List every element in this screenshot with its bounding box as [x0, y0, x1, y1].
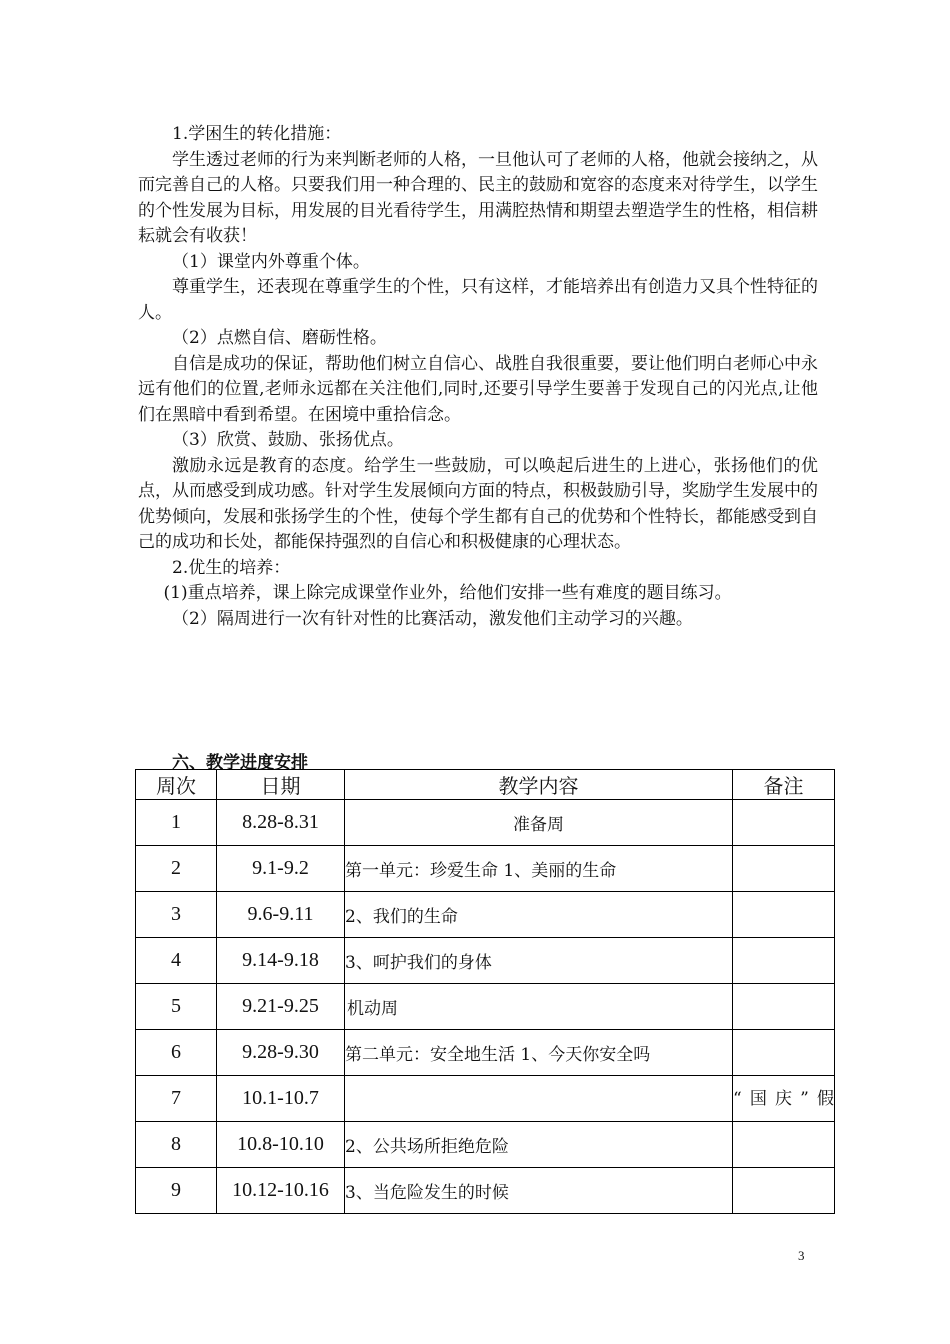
table-row — [136, 892, 835, 938]
header-date: 日期 — [217, 770, 345, 800]
note-cell: “国庆”假 — [733, 1076, 835, 1122]
content-cell: 第一单元：珍爱生命 1、美丽的生命 — [345, 846, 733, 892]
table-header-row — [136, 770, 835, 800]
note-cell — [733, 1030, 835, 1076]
date-cell: 9.28-9.30 — [217, 1030, 345, 1076]
week-cell: 9 — [136, 1168, 217, 1214]
heading-top-students: 2.优生的培养： — [172, 557, 291, 578]
list-item-competition: （2）隔周进行一次有针对性的比赛活动，激发他们主动学习的兴趣。 — [172, 608, 693, 629]
paragraph-confidence: 自信是成功的保证，帮助他们树立自信心、战胜自我很重要，要让他们明白老师心中永远有他们的位置,老师永远都在关注他们,同时,还要引导学生要善于发现自己的闪光点,让他们在黑暗中看到希望。在困境中重拾信念。 — [138, 353, 818, 425]
week-cell: 7 — [136, 1076, 217, 1122]
page-number: 3 — [798, 1248, 805, 1263]
content-cell: 准备周 — [345, 800, 733, 846]
paragraph-encourage: 激励永远是教育的态度。给学生一些鼓励，可以唤起后进生的上进心，张扬他们的优点，从而感受到成功感。针对学生发展倾向方面的特点，积极鼓励引导，奖励学生发展中的优势倾向，发展和张扬学生的个性，使每个学生都有自己的优势和个性特长，都能感受到自己的成功和长处，都能保持强烈的自信心和积极健康的心理状态。 — [138, 455, 818, 552]
paragraph-personality: 学生透过老师的行为来判断老师的人格，一旦他认可了老师的人格，他就会接纳之，从而完善自己的人格。只要我们用一种合理的、民主的鼓励和宽容的态度来对待学生，以学生的个性发展为目标，用发展的目光看待学生，用满腔热情和期望去塑造学生的性格，相信耕耘就会有收获！ — [138, 149, 818, 246]
paragraph-respect: 尊重学生，还表现在尊重学生的个性，只有这样，才能培养出有创造力又具个性特征的人。 — [138, 277, 818, 323]
header-note: 备注 — [733, 770, 835, 800]
table-row — [136, 984, 835, 1030]
content-cell: 2、公共场所拒绝危险 — [345, 1122, 733, 1168]
content-cell — [345, 1076, 733, 1122]
week-cell: 3 — [136, 892, 217, 938]
note-cell — [733, 1122, 835, 1168]
week-cell: 2 — [136, 846, 217, 892]
body-text — [138, 122, 818, 632]
date-cell: 10.12-10.16 — [217, 1168, 345, 1214]
date-cell: 9.21-9.25 — [217, 984, 345, 1030]
date-cell: 9.1-9.2 — [217, 846, 345, 892]
note-cell — [733, 892, 835, 938]
content-cell: 3、呵护我们的身体 — [345, 938, 733, 984]
content-cell: 2、我们的生命 — [345, 892, 733, 938]
date-cell: 9.6-9.11 — [217, 892, 345, 938]
date-cell: 10.1-10.7 — [217, 1076, 345, 1122]
week-cell: 5 — [136, 984, 217, 1030]
note-cell — [733, 846, 835, 892]
subheading-confidence: （2）点燃自信、磨砺性格。 — [172, 328, 387, 348]
table-row — [136, 938, 835, 984]
date-cell: 10.8-10.10 — [217, 1122, 345, 1168]
heading-underachiever-measures: 1.学困生的转化措施： — [172, 124, 342, 144]
schedule-table — [135, 769, 835, 1214]
content-cell: 机动周 — [345, 984, 733, 1030]
week-cell: 6 — [136, 1030, 217, 1076]
note-cell — [733, 984, 835, 1030]
subheading-respect: （1）课堂内外尊重个体。 — [172, 251, 370, 272]
week-cell: 8 — [136, 1122, 217, 1168]
date-cell: 8.28-8.31 — [217, 800, 345, 846]
week-cell: 1 — [136, 800, 217, 846]
date-cell: 9.14-9.18 — [217, 938, 345, 984]
table-row — [136, 846, 835, 892]
content-cell: 第二单元：安全地生活 1、今天你安全吗 — [345, 1030, 733, 1076]
week-cell: 4 — [136, 938, 217, 984]
section-title: 六、教学进度安排 — [172, 753, 308, 773]
content-cell: 3、当危险发生的时候 — [345, 1168, 733, 1214]
table-row — [136, 1122, 835, 1168]
table-row — [136, 1076, 835, 1122]
table-row — [136, 800, 835, 846]
list-item-focus-training: (1)重点培养，课上除完成课堂作业外，给他们安排一些有难度的题目练习。 — [163, 583, 732, 603]
header-content: 教学内容 — [345, 770, 733, 800]
note-cell — [733, 938, 835, 984]
note-cell — [733, 800, 835, 846]
subheading-encourage: （3）欣赏、鼓励、张扬优点。 — [172, 430, 404, 450]
header-week: 周次 — [136, 770, 217, 800]
table-row — [136, 1030, 835, 1076]
table-row — [136, 1168, 835, 1214]
note-cell — [733, 1168, 835, 1214]
